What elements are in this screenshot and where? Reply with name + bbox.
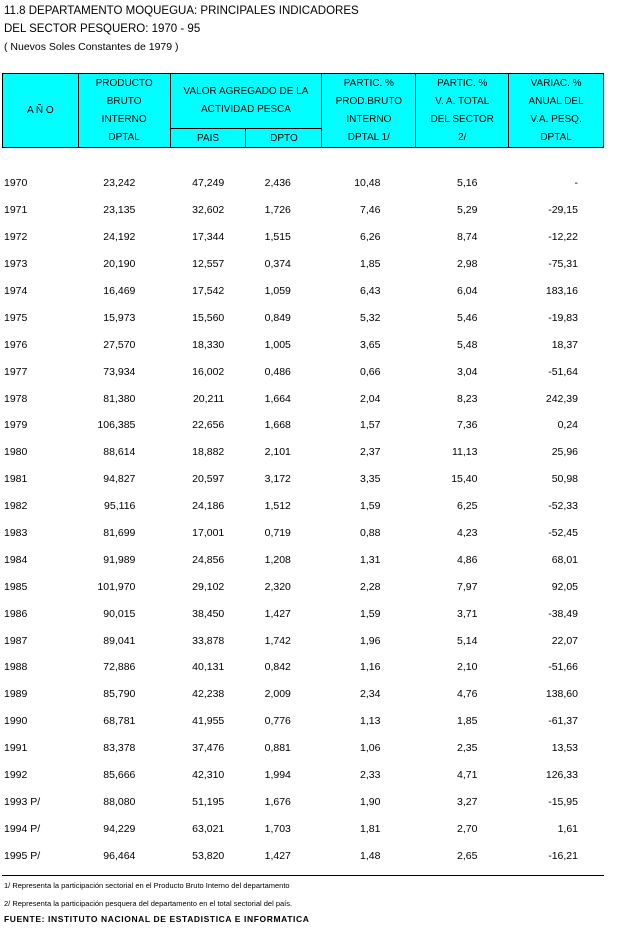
cell-pbi-dptal: 95,116 bbox=[104, 500, 136, 513]
table-row bbox=[2, 573, 604, 600]
cell-pbi-dptal: 24,192 bbox=[103, 231, 136, 244]
cell-va-dpto: 1,703 bbox=[264, 822, 291, 835]
header-partic-pbi bbox=[322, 74, 416, 148]
cell-partic-va: 6,25 bbox=[457, 500, 478, 513]
cell-year: 1978 bbox=[4, 392, 28, 405]
cell-partic-va: 2,10 bbox=[457, 661, 478, 674]
cell-va-dpto: 0,842 bbox=[264, 661, 291, 674]
cell-year: 1988 bbox=[4, 661, 28, 674]
cell-pbi-dptal: 94,827 bbox=[103, 473, 136, 486]
cell-va-dpto: 1,005 bbox=[264, 338, 291, 351]
cell-partic-va: 8,23 bbox=[457, 392, 478, 405]
cell-year: 1973 bbox=[4, 258, 28, 271]
cell-pbi-dptal: 90,015 bbox=[103, 607, 136, 620]
cell-pbi-dptal: 72,886 bbox=[103, 661, 136, 674]
cell-partic-pbi: 1,59 bbox=[360, 607, 381, 620]
cell-va-dpto: 1,208 bbox=[264, 553, 291, 566]
cell-partic-va: 3,71 bbox=[457, 607, 478, 620]
cell-partic-va: 6,04 bbox=[457, 285, 478, 297]
cell-year: 1972 bbox=[4, 231, 28, 244]
cell-partic-pbi: 5,32 bbox=[360, 311, 381, 324]
header-pbi bbox=[78, 74, 170, 148]
header-partic-pbi-line: DPTAL 1/ bbox=[347, 131, 390, 143]
cell-partic-va: 7,97 bbox=[457, 580, 478, 593]
header-va-pais: PAIS bbox=[170, 129, 246, 148]
table-row bbox=[2, 304, 604, 331]
cell-year: 1983 bbox=[4, 527, 28, 540]
table-header bbox=[2, 73, 604, 148]
cell-partic-pbi: 1,16 bbox=[360, 661, 381, 674]
cell-pbi-dptal: 106,385 bbox=[97, 419, 136, 432]
cell-va-dpto: 0,486 bbox=[264, 365, 291, 378]
cell-variac: 183,16 bbox=[545, 285, 578, 297]
cell-variac: -38,49 bbox=[548, 607, 578, 620]
cell-va-dpto: 1,994 bbox=[264, 769, 291, 782]
cell-pbi-dptal: 89,041 bbox=[103, 634, 136, 647]
cell-va-pais: 18,330 bbox=[192, 338, 225, 351]
header-pbi-line: INTERNO bbox=[101, 113, 147, 125]
table-row bbox=[2, 815, 604, 842]
cell-year: 1994 P/ bbox=[4, 822, 41, 835]
header-partic-va-line: PARTIC. % bbox=[437, 77, 488, 89]
header-partic-va-line: 2/ bbox=[458, 131, 467, 143]
cell-year: 1970 bbox=[4, 177, 28, 190]
cell-va-pais: 37,476 bbox=[192, 742, 225, 755]
header-variac-line: VARIAC. % bbox=[530, 77, 582, 89]
cell-va-pais: 16,002 bbox=[192, 365, 225, 378]
cell-partic-va: 2,35 bbox=[457, 742, 478, 755]
cell-year: 1976 bbox=[4, 338, 28, 351]
cell-pbi-dptal: 81,699 bbox=[103, 527, 136, 540]
cell-pbi-dptal: 88,080 bbox=[103, 795, 136, 808]
cell-variac: -16,21 bbox=[548, 849, 578, 862]
cell-partic-va: 4,76 bbox=[457, 688, 478, 701]
table-row bbox=[2, 788, 604, 815]
cell-partic-va: 8,74 bbox=[457, 231, 478, 244]
cell-variac: 50,98 bbox=[551, 473, 578, 486]
cell-partic-pbi: 2,34 bbox=[360, 688, 381, 701]
table-row bbox=[2, 224, 604, 251]
cell-variac: -52,33 bbox=[548, 500, 578, 513]
cell-partic-pbi: 1,81 bbox=[360, 822, 381, 835]
cell-va-pais: 15,560 bbox=[192, 311, 225, 324]
cell-partic-va: 7,36 bbox=[457, 419, 478, 432]
cell-va-pais: 24,856 bbox=[192, 553, 225, 566]
header-partic-pbi-line: PROD.BRUTO bbox=[335, 95, 403, 107]
cell-va-dpto: 0,849 bbox=[264, 311, 291, 324]
cell-va-dpto: 1,059 bbox=[264, 285, 291, 297]
cell-va-pais: 47,249 bbox=[192, 177, 225, 190]
cell-partic-pbi: 0,88 bbox=[360, 527, 381, 540]
cell-va-pais: 24,186 bbox=[192, 500, 225, 513]
cell-pbi-dptal: 68,781 bbox=[103, 715, 136, 728]
cell-partic-pbi: 1,06 bbox=[360, 742, 381, 755]
cell-partic-pbi: 2,28 bbox=[360, 580, 381, 593]
table-row bbox=[2, 600, 604, 627]
cell-partic-va: 4,23 bbox=[457, 527, 478, 540]
cell-year: 1981 bbox=[4, 473, 28, 486]
cell-partic-pbi: 1,48 bbox=[360, 849, 381, 862]
cell-va-pais: 40,131 bbox=[192, 661, 225, 674]
table-row bbox=[2, 278, 604, 305]
cell-pbi-dptal: 85,790 bbox=[103, 688, 136, 701]
cell-year: 1975 bbox=[4, 311, 28, 324]
cell-partic-va: 5,48 bbox=[457, 338, 478, 351]
cell-variac: -51,64 bbox=[548, 365, 578, 378]
table-row bbox=[2, 735, 604, 762]
table-row bbox=[2, 466, 604, 493]
table-title bbox=[4, 2, 359, 56]
cell-partic-pbi: 3,65 bbox=[360, 338, 381, 351]
cell-variac: 13,53 bbox=[551, 742, 578, 755]
cell-year: 1984 bbox=[4, 553, 28, 566]
cell-year: 1979 bbox=[4, 419, 28, 432]
title-line-2: DEL SECTOR PESQUERO: 1970 - 95 bbox=[4, 23, 201, 35]
cell-variac: 126,33 bbox=[545, 769, 578, 782]
header-pbi-line: DPTAL bbox=[108, 131, 140, 143]
cell-pbi-dptal: 83,378 bbox=[103, 742, 136, 755]
cell-partic-pbi: 7,46 bbox=[360, 204, 381, 217]
header-partic-va-line: DEL SECTOR bbox=[430, 113, 494, 125]
cell-variac: -61,37 bbox=[548, 715, 578, 728]
cell-partic-va: 1,85 bbox=[457, 715, 478, 728]
cell-year: 1993 P/ bbox=[4, 795, 41, 808]
cell-pbi-dptal: 96,464 bbox=[103, 849, 136, 862]
cell-variac: 18,37 bbox=[551, 338, 578, 351]
cell-va-pais: 41,955 bbox=[192, 715, 225, 728]
cell-pbi-dptal: 27,570 bbox=[103, 338, 136, 351]
cell-pbi-dptal: 15,973 bbox=[103, 311, 136, 324]
cell-year: 1989 bbox=[4, 688, 28, 701]
cell-va-pais: 17,542 bbox=[192, 285, 225, 297]
cell-va-dpto: 0,776 bbox=[264, 715, 291, 728]
cell-year: 1985 bbox=[4, 580, 28, 593]
cell-va-dpto: 1,512 bbox=[264, 500, 291, 513]
cell-year: 1986 bbox=[4, 607, 28, 620]
table-row bbox=[2, 654, 604, 681]
data-table-body bbox=[2, 170, 604, 869]
cell-pbi-dptal: 23,135 bbox=[103, 204, 136, 217]
cell-pbi-dptal: 20,190 bbox=[103, 258, 136, 271]
cell-year: 1987 bbox=[4, 634, 28, 647]
cell-partic-va: 11,13 bbox=[451, 446, 478, 459]
cell-partic-pbi: 2,33 bbox=[360, 769, 381, 782]
cell-pbi-dptal: 101,970 bbox=[97, 580, 136, 593]
cell-va-pais: 42,310 bbox=[192, 769, 225, 782]
cell-va-pais: 38,450 bbox=[192, 607, 225, 620]
cell-variac: 25,96 bbox=[551, 446, 578, 459]
cell-partic-va: 5,14 bbox=[457, 634, 478, 647]
cell-partic-pbi: 1,13 bbox=[360, 715, 381, 728]
header-partic-pbi-line: INTERNO bbox=[346, 113, 392, 125]
cell-va-dpto: 0,719 bbox=[264, 527, 291, 540]
cell-va-pais: 17,001 bbox=[192, 527, 225, 540]
cell-year: 1971 bbox=[4, 204, 28, 217]
cell-pbi-dptal: 16,469 bbox=[103, 285, 136, 297]
cell-pbi-dptal: 73,934 bbox=[103, 365, 136, 378]
cell-va-pais: 22,656 bbox=[192, 419, 225, 432]
cell-partic-va: 2,65 bbox=[457, 849, 478, 862]
cell-variac: - bbox=[574, 177, 578, 190]
cell-va-pais: 42,238 bbox=[192, 688, 225, 701]
title-units: ( Nuevos Soles Constantes de 1979 ) bbox=[4, 41, 179, 53]
footnote-1: 1/ Representa la participación sectorial en el Producto Bruto Interno del departamento bbox=[4, 881, 290, 890]
cell-va-pais: 18,882 bbox=[192, 446, 225, 459]
cell-variac: -15,95 bbox=[548, 795, 578, 808]
cell-partic-va: 4,71 bbox=[457, 769, 478, 782]
table-row bbox=[2, 439, 604, 466]
cell-pbi-dptal: 91,989 bbox=[103, 553, 136, 566]
table-row bbox=[2, 170, 604, 197]
table-row bbox=[2, 627, 604, 654]
cell-year: 1990 bbox=[4, 715, 28, 728]
cell-va-dpto: 1,427 bbox=[264, 849, 291, 862]
cell-va-pais: 17,344 bbox=[192, 231, 225, 244]
cell-partic-va: 2,70 bbox=[457, 822, 478, 835]
cell-year: 1995 P/ bbox=[4, 849, 41, 862]
header-variac-line: DPTAL bbox=[540, 131, 572, 143]
table-row bbox=[2, 197, 604, 224]
cell-va-dpto: 1,515 bbox=[264, 231, 291, 244]
header-partic-pbi-line: PARTIC. % bbox=[343, 77, 394, 89]
cell-partic-pbi: 1,90 bbox=[360, 795, 381, 808]
table-row bbox=[2, 331, 604, 358]
cell-variac: 92,05 bbox=[551, 580, 578, 593]
cell-partic-va: 5,29 bbox=[457, 204, 478, 217]
source-note: FUENTE: INSTITUTO NACIONAL DE ESTADISTICA E INFORMATICA bbox=[4, 914, 310, 924]
cell-va-dpto: 1,664 bbox=[264, 392, 291, 405]
cell-va-dpto: 2,009 bbox=[264, 688, 291, 701]
header-valor-agregado bbox=[170, 74, 322, 129]
cell-pbi-dptal: 88,614 bbox=[103, 446, 136, 459]
cell-variac: 242,39 bbox=[545, 392, 578, 405]
cell-partic-va: 2,98 bbox=[457, 258, 478, 271]
header-va-line: VALOR AGREGADO DE LA bbox=[183, 86, 309, 97]
cell-variac: 0,24 bbox=[557, 419, 578, 432]
header-partic-va bbox=[416, 74, 509, 148]
cell-va-dpto: 0,881 bbox=[264, 742, 291, 755]
cell-va-dpto: 1,676 bbox=[264, 795, 291, 808]
cell-va-dpto: 1,427 bbox=[264, 607, 291, 620]
cell-partic-pbi: 10,48 bbox=[354, 177, 381, 190]
cell-year: 1982 bbox=[4, 500, 28, 513]
cell-partic-pbi: 2,37 bbox=[360, 446, 381, 459]
cell-va-pais: 33,878 bbox=[192, 634, 225, 647]
cell-va-pais: 32,602 bbox=[192, 204, 225, 217]
cell-pbi-dptal: 94,229 bbox=[103, 822, 136, 835]
table-row bbox=[2, 681, 604, 708]
header-pbi-line: PRODUCTO bbox=[95, 77, 153, 89]
cell-variac: -29,15 bbox=[548, 204, 578, 217]
cell-va-dpto: 2,436 bbox=[264, 177, 291, 190]
cell-va-dpto: 1,726 bbox=[264, 204, 291, 217]
cell-partic-va: 15,40 bbox=[451, 473, 478, 486]
cell-va-dpto: 2,320 bbox=[264, 580, 291, 593]
cell-va-pais: 63,021 bbox=[192, 822, 225, 835]
cell-variac: 22,07 bbox=[551, 634, 578, 647]
cell-variac: -52,45 bbox=[548, 527, 578, 540]
header-va-dpto: DPTO bbox=[246, 129, 322, 148]
cell-va-dpto: 1,742 bbox=[264, 634, 291, 647]
header-variac-line: ANUAL DEL bbox=[528, 95, 584, 107]
cell-variac: -51,66 bbox=[548, 661, 578, 674]
cell-variac: -75,31 bbox=[548, 258, 578, 271]
cell-partic-va: 5,16 bbox=[457, 177, 478, 190]
table-row bbox=[2, 412, 604, 439]
cell-year: 1991 bbox=[4, 742, 28, 755]
header-variac-line: V.A. PESQ. bbox=[530, 113, 582, 125]
cell-pbi-dptal: 23,242 bbox=[103, 177, 136, 190]
cell-partic-pbi: 2,04 bbox=[360, 392, 381, 405]
header-partic-va-line: V. A. TOTAL bbox=[435, 95, 490, 107]
cell-variac: 138,60 bbox=[545, 688, 578, 701]
cell-va-pais: 51,195 bbox=[192, 795, 225, 808]
header-variac bbox=[509, 74, 604, 148]
cell-partic-va: 5,46 bbox=[457, 311, 478, 324]
footnote-2: 2/ Representa la participación pesquera del departamento en el total sectorial del país. bbox=[4, 899, 293, 908]
cell-va-dpto: 0,374 bbox=[264, 258, 291, 271]
cell-partic-pbi: 1,96 bbox=[360, 634, 381, 647]
cell-partic-va: 4,86 bbox=[457, 553, 478, 566]
table-row bbox=[2, 708, 604, 735]
header-ano: A Ñ O bbox=[3, 74, 79, 148]
table-row bbox=[2, 842, 604, 869]
cell-variac: 1,61 bbox=[557, 822, 578, 835]
cell-partic-pbi: 1,85 bbox=[360, 258, 381, 271]
table-row bbox=[2, 385, 604, 412]
cell-partic-pbi: 3,35 bbox=[360, 473, 381, 486]
cell-year: 1974 bbox=[4, 285, 28, 297]
cell-partic-pbi: 6,26 bbox=[360, 231, 381, 244]
cell-va-pais: 29,102 bbox=[192, 580, 225, 593]
cell-year: 1977 bbox=[4, 365, 28, 378]
table-row bbox=[2, 358, 604, 385]
cell-va-pais: 20,597 bbox=[192, 473, 225, 486]
cell-partic-pbi: 1,31 bbox=[360, 553, 381, 566]
data-table bbox=[2, 170, 604, 869]
cell-va-pais: 12,557 bbox=[192, 258, 225, 271]
header-pbi-line: BRUTO bbox=[106, 95, 142, 107]
cell-pbi-dptal: 85,666 bbox=[103, 769, 136, 782]
cell-variac: -12,22 bbox=[548, 231, 578, 244]
table-row bbox=[2, 520, 604, 547]
table-row bbox=[2, 251, 604, 278]
cell-partic-pbi: 1,57 bbox=[360, 419, 381, 432]
cell-partic-va: 3,04 bbox=[457, 365, 478, 378]
title-line-1: 11.8 DEPARTAMENTO MOQUEGUA: PRINCIPALES INDICADORES bbox=[4, 5, 359, 17]
cell-year: 1980 bbox=[4, 446, 28, 459]
cell-va-pais: 53,820 bbox=[192, 849, 225, 862]
cell-partic-pbi: 0,66 bbox=[360, 365, 381, 378]
cell-year: 1992 bbox=[4, 769, 28, 782]
table-row bbox=[2, 546, 604, 573]
cell-partic-va: 3,27 bbox=[457, 795, 478, 808]
cell-variac: -19,83 bbox=[548, 311, 578, 324]
table-row bbox=[2, 762, 604, 789]
cell-partic-pbi: 1,59 bbox=[360, 500, 381, 513]
footer-rule bbox=[2, 875, 604, 876]
cell-partic-pbi: 6,43 bbox=[360, 285, 381, 297]
cell-va-dpto: 1,668 bbox=[264, 419, 291, 432]
table-row bbox=[2, 493, 604, 520]
cell-pbi-dptal: 81,380 bbox=[103, 392, 136, 405]
header-va-line: ACTIVIDAD PESCA bbox=[200, 104, 291, 115]
cell-va-pais: 20,211 bbox=[192, 392, 225, 405]
cell-variac: 68,01 bbox=[551, 553, 578, 566]
cell-va-dpto: 2,101 bbox=[264, 446, 291, 459]
cell-va-dpto: 3,172 bbox=[264, 473, 291, 486]
